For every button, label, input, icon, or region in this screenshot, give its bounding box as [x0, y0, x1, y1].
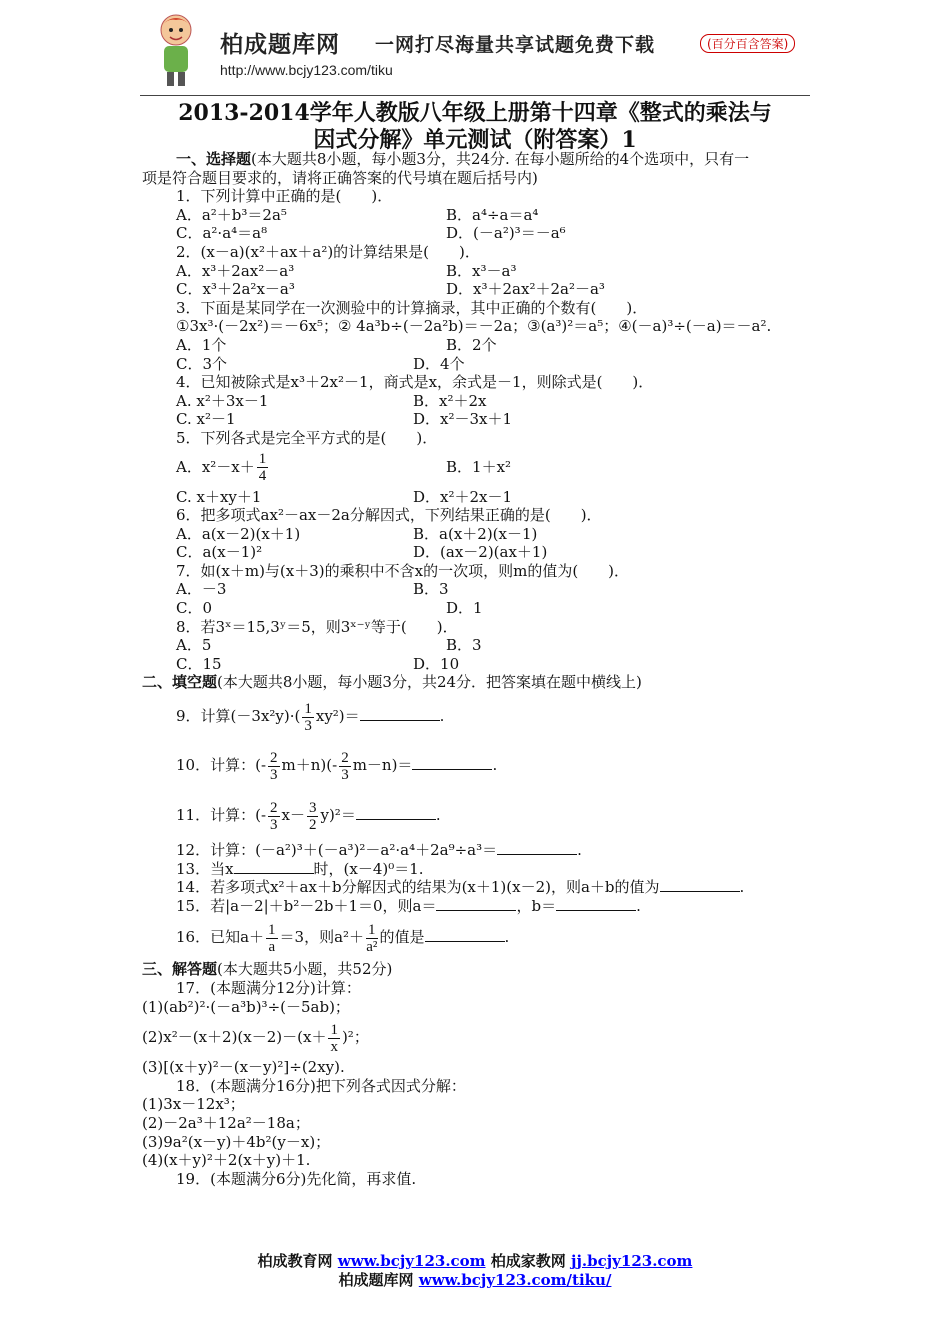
q13-answer-blank[interactable] [234, 859, 314, 874]
q10-post: m－n)＝ [352, 756, 413, 775]
q16-post: 的值是 [379, 928, 425, 947]
q14-answer-blank[interactable] [660, 877, 740, 892]
q7-option-a: A．－3 [176, 580, 227, 599]
q4-options-cd [176, 410, 816, 429]
q11-mid: x－ [281, 806, 305, 825]
q16 [176, 914, 816, 960]
q5-fraction [257, 451, 269, 484]
q11-frac1-num: 2 [270, 799, 278, 816]
section1-desc2: 项是符合题目要求的，请将正确答案的代号填在题后括号内) [142, 168, 538, 187]
q16-answer-blank[interactable] [425, 927, 505, 942]
q7-stem: 7．如(x＋m)与(x＋3)的乘积中不含x的一次项，则m的值为( )． [176, 561, 630, 580]
q12-answer-blank[interactable] [497, 840, 577, 855]
q18-part1: (1)3x－12x³； [142, 1095, 245, 1114]
section1-line [176, 150, 816, 169]
q18-part3: (3)9a²(x－y)＋4b²(y－x)； [142, 1132, 331, 1151]
title-line-1: 2013-2014学年人教版八年级上册第十四章《整式的乘法与 [178, 100, 772, 126]
q15-blank-b[interactable] [556, 896, 636, 911]
page-footer [0, 1252, 950, 1290]
q9-frac-num: 1 [304, 700, 312, 717]
q7-option-b: B．3 [413, 580, 449, 599]
q12-end: . [577, 841, 582, 860]
q16-end: . [504, 928, 510, 947]
q11-answer-blank[interactable] [356, 805, 436, 820]
q8-option-a: A．5 [176, 636, 212, 655]
q1-stem: 1．下列计算中正确的是( )． [176, 187, 393, 206]
q17-part3: (3)[(x＋y)²－(x－y)²]÷(2xy). [142, 1058, 345, 1077]
q4-option-c: C. x²－1 [176, 410, 236, 429]
q4-options-ab [176, 392, 816, 411]
q5-stem: 5．下列各式是完全平方式的是( )． [176, 428, 438, 447]
footer-link-main[interactable]: www.bcjy123.com [337, 1252, 486, 1270]
q15-mid: ，b＝ [516, 896, 557, 915]
q8-stem: 8．若3ˣ＝15,3ʸ＝5，则3ˣ⁻ʸ等于( )． [176, 617, 458, 636]
q18-part4: (4)(x＋y)²＋2(x＋y)＋1. [142, 1151, 311, 1170]
q3-options-ab [176, 336, 816, 355]
q9-post: xy²)＝ [315, 707, 360, 726]
q17-stem: 17．(本题满分12分)计算： [176, 979, 361, 997]
q9-frac-den: 3 [304, 717, 312, 734]
q16-frac1-num: 1 [268, 921, 276, 938]
page-title [140, 100, 810, 154]
q3-stem: 3．下面是某同学在一次测验中的计算摘录，其中正确的个数有( )． [176, 298, 648, 317]
q14 [176, 877, 816, 896]
q11-pre: 11．计算：(- [176, 806, 267, 825]
q7-options-cd [176, 599, 816, 618]
footer-link-tiku[interactable]: www.bcjy123.com/tiku/ [418, 1271, 612, 1289]
q7-options-ab [176, 580, 816, 599]
q10-frac1-den: 3 [270, 766, 278, 783]
q4-option-a: A. x²＋3x－1 [176, 391, 269, 410]
q19-stem: 19．(本题满分6分)先化简，再求值. [176, 1169, 417, 1188]
q17-part2 [142, 1016, 782, 1058]
exam-body [142, 150, 816, 1188]
q6-option-d: D．(ax－2)(ax＋1) [413, 543, 548, 562]
q11-fraction-2 [307, 800, 319, 833]
q12-text: 12．计算：(－a²)³＋(－a³)²－a²·a⁴＋2a⁹÷a³＝ [176, 841, 498, 860]
q3-option-c: C．3个 [176, 354, 228, 373]
q17-part2-post: )²； [341, 1028, 369, 1047]
q17-frac-num: 1 [330, 1021, 338, 1038]
q16-pre: 16．已知a＋ [176, 928, 265, 947]
q17-frac-den: x [330, 1038, 338, 1055]
q17-fraction [328, 1022, 340, 1055]
footer-label-1: 柏成教育网 [257, 1252, 333, 1270]
q11 [176, 790, 816, 840]
q6-options-ab [176, 525, 816, 544]
q11-fraction-1 [268, 800, 280, 833]
q8-option-c: C．15 [176, 654, 222, 673]
q10-pre: 10．计算：(- [176, 756, 267, 775]
q6-option-a: A．a(x－2)(x＋1) [176, 524, 301, 543]
q6-option-b: B．a(x＋2)(x－1) [413, 524, 538, 543]
q4-option-b: B．x²＋2x [413, 391, 487, 410]
q2-options-cd [176, 280, 816, 299]
section2-head: 二、填空题 [142, 673, 218, 692]
q2-option-d: D．x³＋2ax²＋2a²－a³ [446, 280, 605, 299]
q15-pre: 15．若|a－2|＋b²－2b＋1＝0，则a＝ [176, 896, 437, 915]
q8-option-b: B．3 [446, 636, 482, 655]
q10-end: . [492, 756, 498, 775]
q5-option-d: D．x²＋2x－1 [413, 487, 513, 506]
header-divider [140, 95, 810, 96]
q9-answer-blank[interactable] [360, 706, 440, 721]
q4-stem: 4．已知被除式是x³＋2x²－1，商式是x，余式是－1，则除式是( )． [176, 373, 654, 392]
q10-fraction-1 [268, 750, 280, 783]
q1-option-d: D．(－a²)³＝－a⁶ [446, 224, 566, 243]
q16-mid: ＝3，则a²＋ [279, 928, 365, 947]
q5-options-cd [176, 488, 816, 507]
q16-frac2-num: 1 [368, 921, 376, 938]
q11-frac1-den: 3 [270, 816, 278, 833]
q14-text: 14．若多项式x²＋ax＋b分解因式的结果为(x＋1)(x－2)，则a＋b的值为 [176, 878, 660, 897]
q13-post: 时，(x－4)⁰＝1. [313, 859, 424, 878]
section3-head: 三、解答题 [142, 960, 218, 979]
q3-option-a: A．1个 [176, 335, 227, 354]
q18-part2: (2)－2a³＋12a²－18a； [142, 1113, 310, 1132]
footer-link-jj[interactable]: jj.bcjy123.com [571, 1252, 693, 1270]
q3-options-cd [176, 355, 816, 374]
site-header [140, 8, 810, 96]
q1-option-c: C．a²·a⁴＝a⁸ [176, 224, 268, 243]
q9-pre: 9．计算(－3x²y)·( [176, 707, 301, 726]
q13-pre: 13．当x [176, 859, 234, 878]
q16-fraction-2 [366, 922, 378, 955]
section1-head: 一、选择题 [176, 150, 252, 168]
q7-option-c: C．0 [176, 599, 213, 618]
header-slogan: 一网打尽海量共享试题免费下载 [375, 34, 656, 56]
q13 [176, 859, 816, 878]
section2-desc: (本大题共8小题，每小题3分，共24分．把答案填在题中横线上) [217, 673, 642, 692]
q9 [176, 692, 816, 740]
q3-option-d: D．4个 [413, 354, 465, 373]
q8-option-d: D．10 [413, 654, 460, 673]
q6-stem: 6．把多项式ax²－ax－2a分解因式，下列结果正确的是( )． [176, 506, 602, 525]
q5-option-b: B．1＋x² [446, 457, 512, 476]
q18-stem: 18．(本题满分16分)把下列各式因式分解： [176, 1076, 466, 1095]
q5-option-c: C. x＋xy＋1 [176, 487, 262, 506]
section3-line [142, 960, 782, 979]
q10-frac1-num: 2 [270, 749, 278, 766]
footer-line-1 [0, 1252, 950, 1271]
q2-option-b: B．x³－a³ [446, 261, 517, 280]
q10 [176, 740, 816, 790]
q11-frac2-den: 2 [308, 816, 317, 833]
footer-label-2: 柏成家教网 [490, 1252, 566, 1270]
q1-option-a: A．a²＋b³＝2a⁵ [176, 205, 287, 224]
q9-fraction [302, 701, 314, 734]
mascot-logo-icon [148, 10, 204, 90]
q2-stem: 2．(x－a)(x²＋ax＋a²)的计算结果是( )． [176, 242, 480, 261]
footer-line-2 [0, 1271, 950, 1290]
q5-options-ab [176, 448, 816, 488]
q1-option-b: B．a⁴÷a＝a⁴ [446, 205, 539, 224]
section2-line [142, 673, 782, 692]
q11-frac2-num: 3 [308, 799, 317, 816]
q6-option-c: C．a(x－1)² [176, 543, 263, 562]
q6-options-cd [176, 543, 816, 562]
q15 [176, 896, 816, 915]
q3-option-b: B．2个 [446, 335, 497, 354]
q5-frac-num: 1 [258, 451, 267, 467]
header-badge: (百分百含答案) [700, 34, 795, 53]
q8-options-cd [176, 655, 816, 674]
q4-option-d: D．x²－3x＋1 [413, 410, 513, 429]
q7-option-d: D．1 [446, 599, 483, 618]
q10-frac2-den: 3 [341, 766, 349, 783]
q1-options-ab [176, 206, 816, 225]
header-url[interactable]: http://www.bcjy123.com/tiku [220, 62, 393, 78]
q2-option-a: A．x³＋2ax²－a³ [176, 261, 295, 280]
q15-blank-a[interactable] [436, 896, 516, 911]
q14-end: . [739, 878, 745, 897]
section1-desc1: (本大题共8小题，每小题3分，共24分. 在每小题所给的4个选项中，只有一 [251, 150, 750, 168]
q11-post: y)²＝ [320, 806, 356, 825]
q2-options-ab [176, 262, 816, 281]
q16-frac1-den: a [268, 938, 276, 955]
q10-answer-blank[interactable] [412, 755, 492, 770]
q12 [176, 840, 816, 859]
q3-items: ①3x³·(－2x²)＝－6x⁵；② 4a³b÷(－2a²b)＝－2a；③(a³)²＝a⁵；④(－a)³÷(－a)＝－a². [176, 317, 772, 336]
q10-fraction-2 [339, 750, 351, 783]
footer-label-3: 柏成题库网 [338, 1271, 414, 1289]
q1-options-cd [176, 224, 816, 243]
q8-options-ab [176, 636, 816, 655]
header-brand: 柏成题库网 [220, 32, 340, 58]
q5-option-a-text: A．x²－x＋ [176, 457, 255, 476]
q5-option-a [176, 448, 446, 488]
q16-frac2-den: a² [366, 938, 378, 955]
q17-part1: (1)(ab²)²·(－a³b)³÷(－5ab)； [142, 997, 350, 1016]
q16-fraction-1 [266, 922, 278, 955]
q10-frac2-num: 2 [341, 749, 349, 766]
q17-part2-pre: (2)x²－(x＋2)(x－2)－(x＋ [142, 1028, 327, 1047]
q2-option-c: C．x³＋2a²x－a³ [176, 280, 295, 299]
q15-end: . [636, 896, 641, 915]
q11-end: . [435, 806, 441, 825]
title-line-2: 因式分解》单元测试（附答案）1 [313, 127, 637, 153]
q9-end: . [439, 707, 445, 726]
section3-desc: (本大题共5小题，共52分) [217, 960, 393, 979]
q10-mid: m＋n)(- [281, 756, 338, 775]
q5-frac-den: 4 [258, 468, 267, 484]
